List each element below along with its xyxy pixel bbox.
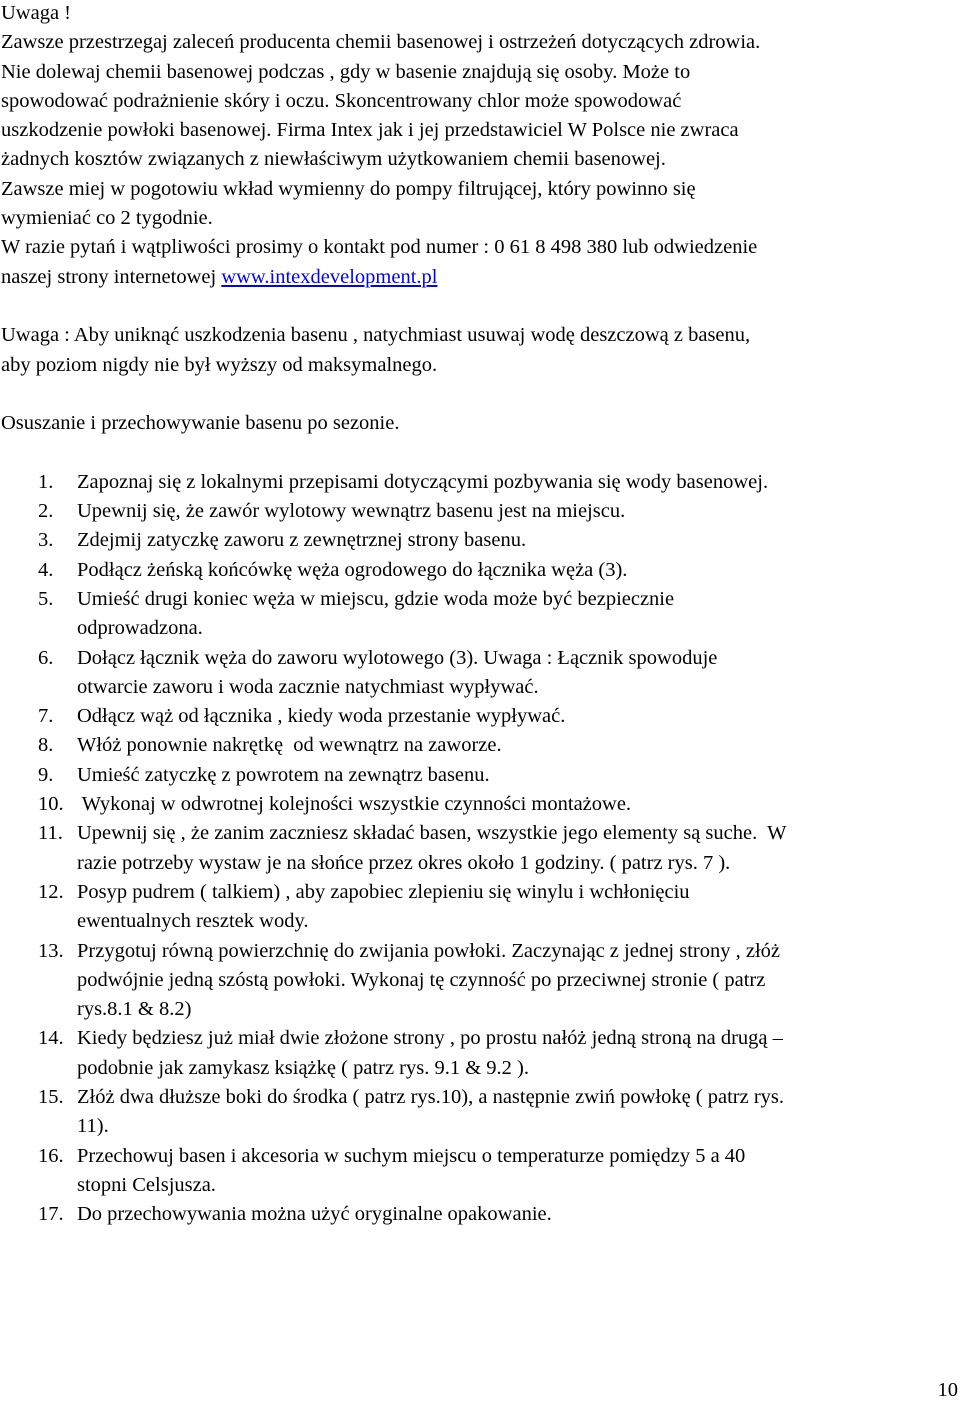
step-number: 2. [38,500,54,523]
spacer [1,380,957,409]
spacer [1,438,957,467]
step-item [1,556,957,585]
warning-line-prefix: naszej strony internetowej [1,265,222,288]
step-number: 6. [38,646,54,669]
step-text-line: Zdejmij zatyczkę zaworu z zewnętrznej strony basenu. [77,529,527,552]
step-text-line: Włóż ponownie nakrętkę od wewnątrz na zaworze. [77,734,502,757]
step-text-line: Złóż dwa dłuższe boki do środka ( patrz rys.10), a następnie zwiń powłokę ( patrz rys. [77,1085,785,1108]
step-item [1,819,957,878]
step-number: 14. [38,1027,64,1050]
step-item [1,1083,957,1142]
step-text-line: podwójnie jedną szóstą powłoki. Wykonaj tę czynność po przeciwnej stronie ( patrz [77,968,766,991]
step-text-line: Wykonaj w odwrotnej kolejności wszystkie czynności montażowe. [77,793,632,816]
step-text-line: stopni Celsjusza. [77,1173,216,1196]
step-number: 1. [38,470,54,493]
step-text-line: Upewnij się, że zawór wylotowy wewnątrz basenu jest na miejscu. [77,500,626,523]
rain-note-line: aby poziom nigdy nie był wyższy od maksymalnego. [1,353,438,376]
step-text-line: Odłącz wąż od łącznika , kiedy woda przestanie wypływać. [77,705,566,728]
step-item [1,497,957,526]
step-number: 5. [38,587,54,610]
step-text-line: odprowadzona. [77,617,203,640]
step-text-line: Umieść drugi koniec węża w miejscu, gdzie woda może być bezpiecznie [77,587,675,610]
warning-line-with-link [1,263,957,292]
step-item [1,702,957,731]
warning-line: Nie dolewaj chemii basenowej podczas , gdy w basenie znajdują się osoby. Może to [1,60,691,83]
step-number: 10. [38,793,64,816]
steps-list [1,468,957,1230]
page-number: 10 [937,1379,958,1401]
step-item [1,731,957,760]
step-item [1,1024,957,1083]
step-item [1,761,957,790]
warning-line: żadnych kosztów związanych z niewłaściwym użytkowaniem chemii basenowej. [1,148,666,171]
step-text-line: Upewnij się , że zanim zaczniesz składać basen, wszystkie jego elementy są suche. W [77,822,787,845]
step-text-line: Podłącz żeńską końcówkę węża ogrodowego do łącznika węża (3). [77,558,628,581]
step-text-line: Umieść zatyczkę z powrotem na zewnątrz basenu. [77,763,490,786]
step-number: 13. [38,939,64,962]
step-text-line: Do przechowywania można użyć oryginalne opakowanie. [77,1203,552,1226]
step-item [1,878,957,937]
step-item [1,1200,957,1229]
step-text-line: Kiedy będziesz już miał dwie złożone strony , po prostu nałóż jedną stroną na drugą – [77,1027,783,1050]
warning-line: W razie pytań i wątpliwości prosimy o kontakt pod numer : 0 61 8 498 380 lub odwiedzenie [1,236,758,259]
warning-line: spowodować podrażnienie skóry i oczu. Skoncentrowany chlor może spowodować [1,89,682,112]
step-text-line: podobnie jak zamykasz książkę ( patrz rys. 9.1 & 9.2 ). [77,1056,530,1079]
step-number: 3. [38,529,54,552]
step-text-line: Dołącz łącznik węża do zaworu wylotowego (3). Uwaga : Łącznik spowoduje [77,646,718,669]
step-number: 8. [38,734,54,757]
step-text-line: Przechowuj basen i akcesoria w suchym miejscu o temperaturze pomiędzy 5 a 40 [77,1144,746,1167]
step-number: 4. [38,558,54,581]
section-title: Osuszanie i przechowywanie basenu po sezonie. [1,412,400,435]
warning-line: Zawsze przestrzegaj zaleceń producenta chemii basenowej i ostrzeżeń dotyczących zdrowia. [1,31,761,54]
step-item [1,585,957,644]
warning-line: wymieniać co 2 tygodnie. [1,207,213,230]
step-number: 17. [38,1203,64,1226]
website-link[interactable]: www.intexdevelopment.pl [221,265,438,288]
step-text-line: Posyp pudrem ( talkiem) , aby zapobiec zlepieniu się winylu i wchłonięciu [77,880,690,903]
step-number: 15. [38,1085,64,1108]
warning-title: Uwaga ! [1,2,72,24]
spacer [1,292,957,321]
step-item [1,937,957,1025]
step-item [1,644,957,703]
rain-note [1,321,957,380]
step-text-line: 11). [77,1115,109,1138]
step-text-line: ewentualnych resztek wody. [77,910,309,933]
warning-line: Zawsze miej w pogotowiu wkład wymienny do pompy filtrującej, który powinno się [1,177,696,200]
step-number: 16. [38,1144,64,1167]
warning-line: uszkodzenie powłoki basenowej. Firma Intex jak i jej przedstawiciel W Polsce nie zwraca [1,119,739,142]
step-number: 9. [38,763,54,786]
step-text-line: Przygotuj równą powierzchnię do zwijania powłoki. Zaczynając z jednej strony , złóż [77,939,781,962]
step-item [1,1142,957,1201]
step-number: 12. [38,880,64,903]
warning-block [1,0,957,292]
rain-note-line: Uwaga : Aby uniknąć uszkodzenia basenu , natychmiast usuwaj wodę deszczową z basenu, [1,324,751,347]
step-item [1,526,957,555]
document-page [1,0,957,1229]
step-item [1,468,957,497]
step-item [1,790,957,819]
step-text-line: razie potrzeby wystaw je na słońce przez okres około 1 godziny. ( patrz rys. 7 ). [77,851,731,874]
step-text-line: otwarcie zaworu i woda zacznie natychmiast wypływać. [77,675,539,698]
step-text-line: Zapoznaj się z lokalnymi przepisami dotyczącymi pozbywania się wody basenowej. [77,470,769,493]
step-number: 7. [38,705,54,728]
step-text-line: rys.8.1 & 8.2) [77,998,192,1021]
step-number: 11. [38,822,63,845]
